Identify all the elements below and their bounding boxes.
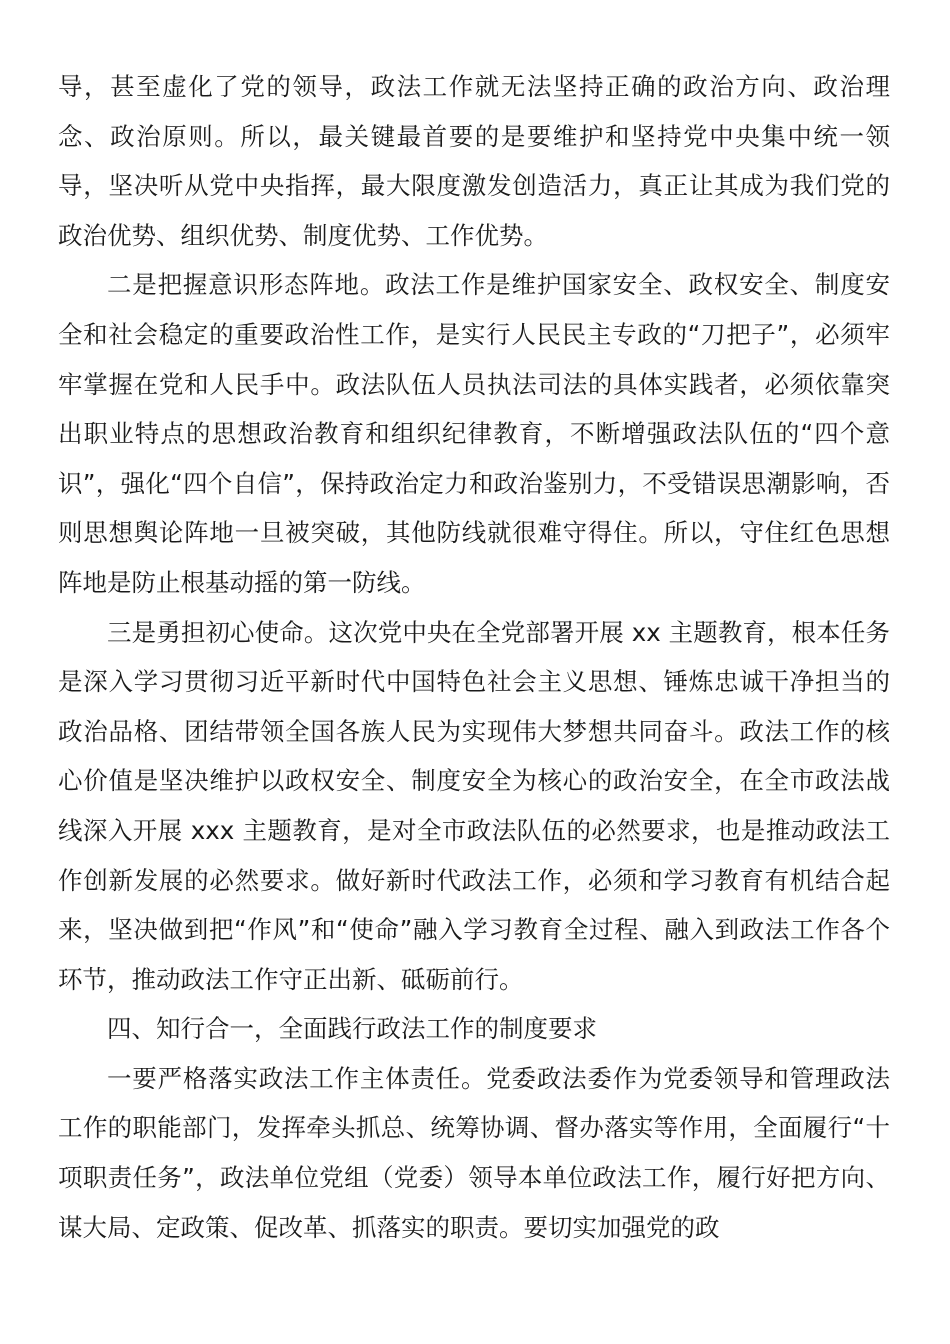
paragraph-mission: 三是勇担初心使命。这次党中央在全党部署开展 xx 主题教育，根本任务是深入学习贯彻习近平新时代中国特色社会主义思想、锤炼忠诚干净担当的政治品格、团结带领全国各族人民为实现伟大梦想共同奋斗。政法工作的核心价值是坚决维护以政权安全、制度安全为核心的政治安全，在全市政法战线深入开展 xxx 主题教育，是对全市政法队伍的必然要求，也是推动政法工作创新发展的必然要求。做好新时代政法工作，必须和学习教育有机结合起来，坚决做到把“作风”和“使命”融入学习教育全过程、融入到政法工作各个环节，推动政法工作守正出新、砥砺前行。 [58, 617, 890, 994]
section-heading-four: 四、知行合一，全面践行政法工作的制度要求 [107, 1014, 597, 1044]
paragraph-continuation: 导，甚至虚化了党的领导，政法工作就无法坚持正确的政治方向、政治理念、政治原则。所以，最关键最首要的是要维护和坚持党中央集中统一领导，坚决听从党中央指挥，最大限度激发创造活力，真正让其成为我们党的政治优势、组织优势、制度优势、工作优势。 [58, 72, 890, 250]
document-page [58, 62, 890, 1252]
paragraph-ideology-position: 二是把握意识形态阵地。政法工作是维护国家安全、政权安全、制度安全和社会稳定的重要政治性工作，是实行人民民主专政的“刀把子”，必须牢牢掌握在党和人民手中。政法队伍人员执法司法的具体实践者，必须依靠突出职业特点的思想政治教育和组织纪律教育，不断增强政法队伍的“四个意识”，强化“四个自信”，保持政治定力和政治鉴别力，不受错误思潮影响，否则思想舆论阵地一旦被突破，其他防线就很难守得住。所以，守住红色思想阵地是防止根基动摇的第一防线。 [58, 270, 890, 597]
paragraph-responsibility: 一要严格落实政法工作主体责任。党委政法委作为党委领导和管理政法工作的职能部门，发挥牵头抓总、统筹协调、督办落实等作用，全面履行“十项职责任务”，政法单位党组（党委）领导本单位政法工作，履行好把方向、谋大局、定政策、促改革、抓落实的职责。要切实加强党的政 [58, 1063, 890, 1242]
